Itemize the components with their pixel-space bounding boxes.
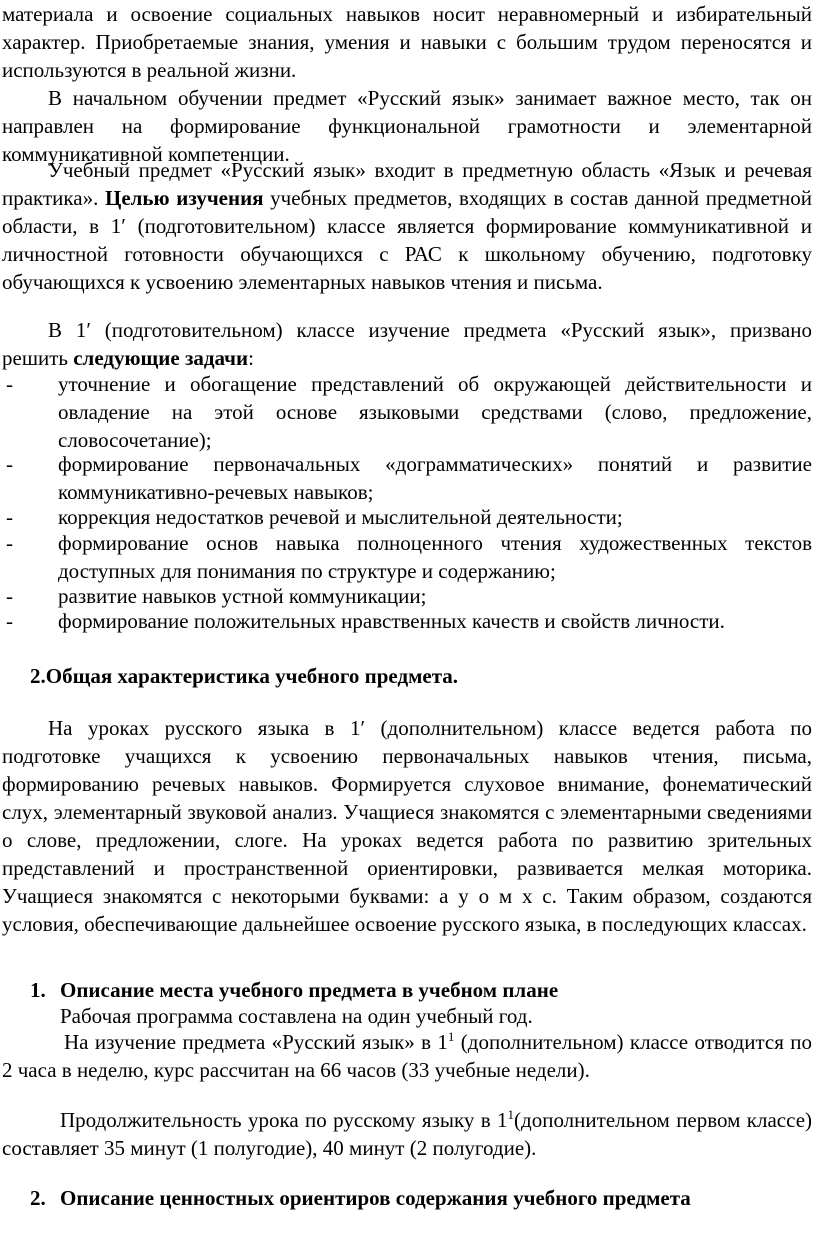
paragraph-program: Рабочая программа составлена на один учебный год. xyxy=(60,1004,533,1028)
heading-text: Описание ценностных ориентиров содержания учебного предмета xyxy=(60,1186,691,1210)
list-item-text: формирование основ навыка полноценного чтения художественных текстов доступных для понимания по структуре и содержанию; xyxy=(58,531,812,583)
hours-text-b: (дополнительном) классе отводится по 2 часа в неделю, курс рассчитан на 66 часов (33 учебные недели). xyxy=(2,1030,812,1082)
list-bullet: - xyxy=(6,584,13,608)
list-item xyxy=(2,450,812,506)
duration-text-a: Продолжительность урока по русскому языку в 1 xyxy=(60,1108,508,1132)
list-item-text: коррекция недостатков речевой и мыслительной деятельности; xyxy=(58,505,623,529)
list-item xyxy=(2,503,812,531)
goal-text-b: учебных предметов, входящих в состав данной предметной области, в 1′ (подготовительном) классе является формирование коммуникативной и личностной готовности обучающихся с РАС к школьному обучению, подготовку обучающихся к усвоению элементарных навыков чтения и письма. xyxy=(2,186,812,294)
list-item xyxy=(2,582,812,610)
duration-text-b: (дополнительном первом классе) составляет 35 минут (1 полугодие), 40 минут (2 полугодие). xyxy=(2,1108,813,1160)
list-bullet: - xyxy=(6,609,13,633)
tasks-bold: следующие задачи xyxy=(73,346,249,370)
paragraph-tasks-intro xyxy=(2,316,812,372)
paragraph-duration xyxy=(2,1106,812,1162)
heading-number: 2. xyxy=(30,1186,46,1210)
hours-superscript: 1 xyxy=(447,1029,455,1044)
list-item xyxy=(2,370,812,454)
heading-text: Описание места учебного предмета в учебном плане xyxy=(60,978,559,1002)
duration-superscript: 1 xyxy=(507,1107,515,1122)
goal-text-a: Учебный предмет «Русский язык» входит в предметную область «Язык и речевая практика». xyxy=(2,158,812,210)
list-item xyxy=(2,529,812,585)
tasks-text-b: : xyxy=(248,346,254,370)
heading-number: 1. xyxy=(30,978,46,1002)
section-heading: 2.Общая характеристика учебного предмета. xyxy=(30,664,459,688)
section-heading xyxy=(30,1184,691,1212)
goal-bold: Целью изучения xyxy=(105,186,264,210)
paragraph-characteristics: На уроках русского языка в 1′ (дополнительном) классе ведется работа по подготовке учащихся к усвоению первоначальных навыков чтения, письма, формированию речевых навыков. Формируется слуховое внимание, фонематический слух, элементарный звуковой анализ. Учащиеся знакомятся с элементарными сведениями о слове, предложении, слоге. На уроках ведется работа по развитию зрительных представлений и пространственной ориентировки, развивается мелкая моторика. Учащиеся знакомятся с некоторыми буквами: а у о м х с. Таким образом, создаются условия, обеспечивающие дальнейшее освоение русского языка, в последующих классах. xyxy=(2,716,812,936)
section-heading xyxy=(30,976,558,1004)
paragraph-role: В начальном обучении предмет «Русский язык» занимает важное место, так он направлен на формирование функциональной грамотности и элементарной коммуникативной компетенции. xyxy=(2,86,812,166)
list-item-text: формирование положительных нравственных качеств и свойств личности. xyxy=(58,609,725,633)
list-item-text: развитие навыков устной коммуникации; xyxy=(58,584,427,608)
paragraph-hours xyxy=(2,1028,812,1084)
list-bullet: - xyxy=(6,531,13,555)
list-item-text: формирование первоначальных «дограмматических» понятий и развитие коммуникативно-речевых навыков; xyxy=(58,452,812,504)
paragraph-intro: материала и освоение социальных навыков носит неравномерный и избирательный характер. Приобретаемые знания, умения и навыки с большим трудом переносятся и используются в реальной жизни. xyxy=(2,2,812,82)
hours-text-a: На изучение предмета «Русский язык» в 1 xyxy=(64,1030,448,1054)
paragraph-goal xyxy=(2,156,812,296)
list-bullet: - xyxy=(6,505,13,529)
list-item-text: уточнение и обогащение представлений об окружающей действительности и овладение на этой основе языковыми средствами (слово, предложение, словосочетание); xyxy=(58,372,812,452)
list-bullet: - xyxy=(6,372,13,396)
list-bullet: - xyxy=(6,452,13,476)
list-item xyxy=(2,607,812,635)
tasks-text-a: В 1′ (подготовительном) классе изучение предмета «Русский язык», призвано решить xyxy=(2,318,812,370)
